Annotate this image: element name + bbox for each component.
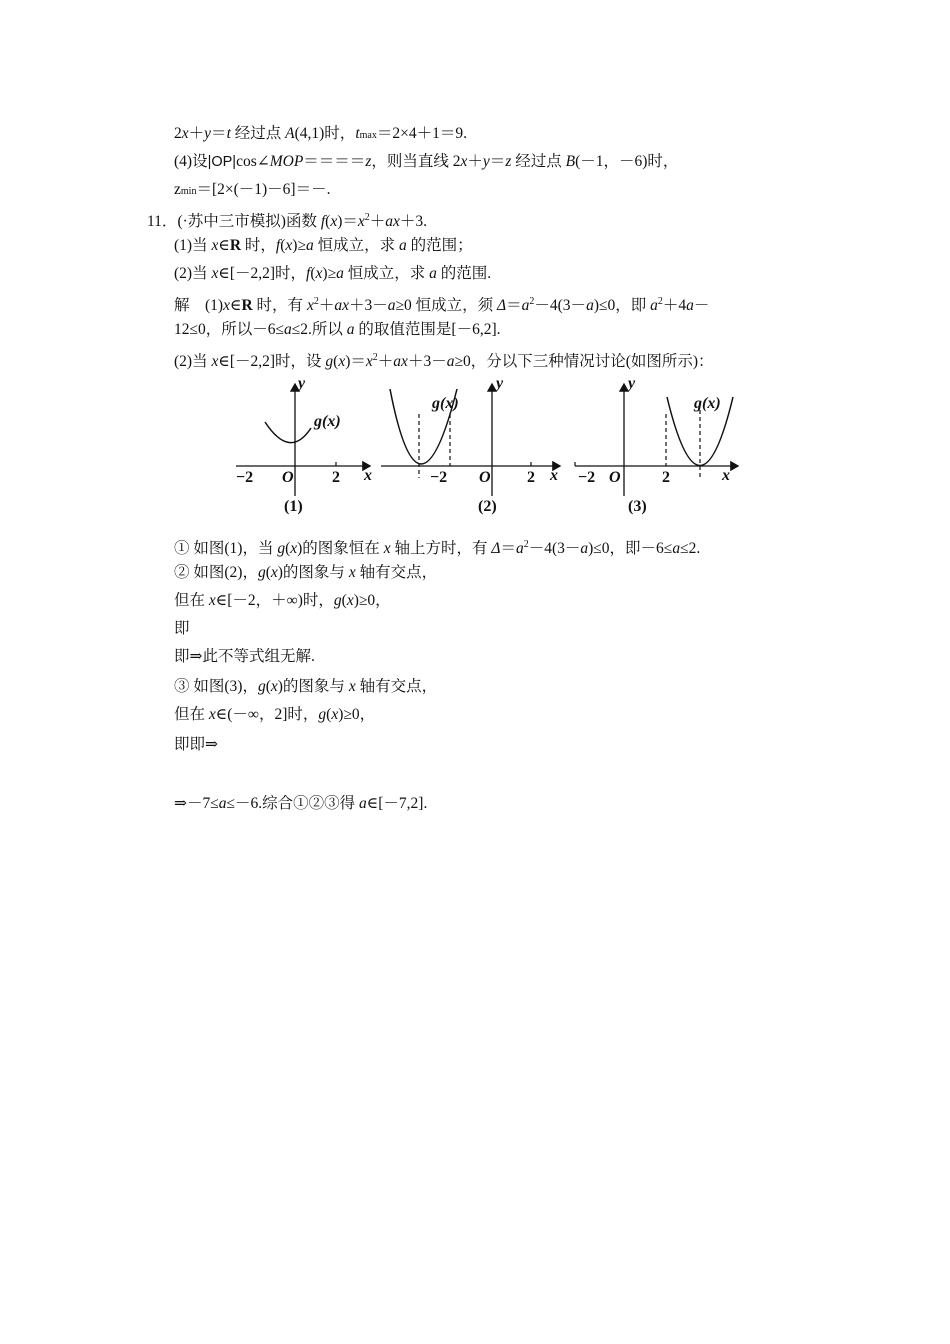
- figure-1: [236, 375, 372, 496]
- tick-label: 2: [527, 469, 535, 486]
- tick-label: −2: [236, 469, 254, 486]
- tick-label: −2: [430, 469, 448, 486]
- figure-caption: (1): [284, 498, 303, 515]
- curve-label: g(x): [314, 413, 341, 430]
- case-line: 但在 x∈(－∞，2]时，g(x)≥0，: [174, 706, 376, 723]
- case-line: 但在 x∈[－2，＋∞)时，g(x)≥0，: [174, 592, 391, 609]
- text-line: (4)设|OP|cos∠MOP＝＝＝＝z，则当直线 2x＋y＝z 经过点 B(－1，－6)时，: [174, 153, 679, 170]
- case-line: ① 如图(1)，当 g(x)的图象恒在 x 轴上方时，有 $\Delta=a^2-4(3-a)\le 0$，即－6≤a≤2.: [174, 539, 701, 558]
- y-axis-label: y: [496, 375, 504, 392]
- tick-label: −2: [578, 469, 596, 486]
- solution-line: (2)当 x∈[－2,2]时，设 $g(x)=x^2+ax+3-a\ge 0$，分以下三种情况讨论(如图所示)：: [174, 352, 714, 371]
- x-axis-label: x: [722, 467, 730, 484]
- x-axis-label: x: [550, 467, 558, 484]
- case-line: 即⇒此不等式组无解.: [174, 648, 315, 665]
- text-line: 2x＋y＝t 经过点 A(4,1)时，tmax＝2×4＋1＝9.: [174, 125, 467, 142]
- question-11-part-1: (1)当 x∈R 时，f(x)≥a 恒成立，求 a 的范围；: [174, 237, 473, 254]
- origin-label: O: [479, 469, 491, 486]
- figure-caption: (2): [478, 498, 497, 515]
- tick-label: 2: [662, 469, 670, 486]
- case-line: 即即⇒: [174, 736, 218, 753]
- curve-label: g(x): [694, 395, 721, 412]
- y-axis-label: y: [628, 375, 636, 392]
- curve-label: g(x): [432, 395, 459, 412]
- solution-line: 解 (1)x∈R 时，有 $x^2+ax+3-a\ge 0$ 恒成立，须 $\Delta=a^2-4(3-a)\le 0$，即 $a^2+4a-$: [174, 296, 710, 315]
- parabola-figures: [228, 374, 748, 499]
- x-axis-label: x: [364, 467, 372, 484]
- origin-label: O: [282, 469, 294, 486]
- text-line: zmin＝[2×(－1)－6]＝－.: [174, 181, 331, 198]
- solution-line: 12≤0，所以－6≤a≤2.所以 a 的取值范围是[－6,2].: [174, 321, 501, 338]
- y-axis-label: y: [298, 375, 306, 392]
- case-line: 即: [174, 620, 190, 637]
- figure-3: [575, 375, 738, 496]
- conclusion-line: ⇒－7≤a≤－6.综合①②③得 a∈[－7,2].: [174, 795, 428, 812]
- figure-caption: (3): [628, 498, 647, 515]
- parabola-curve: [265, 422, 311, 443]
- case-line: ② 如图(2)，g(x)的图象与 x 轴有交点，: [174, 564, 438, 581]
- case-line: ③ 如图(3)，g(x)的图象与 x 轴有交点，: [174, 678, 438, 695]
- figure-2: [381, 375, 560, 496]
- question-11: 11．(·苏中三市模拟)函数 $f(x)=x^2+ax+3$.: [147, 212, 428, 231]
- origin-label: O: [609, 469, 621, 486]
- question-11-part-2: (2)当 x∈[－2,2]时，f(x)≥a 恒成立，求 a 的范围.: [174, 265, 492, 282]
- tick-label: 2: [332, 469, 340, 486]
